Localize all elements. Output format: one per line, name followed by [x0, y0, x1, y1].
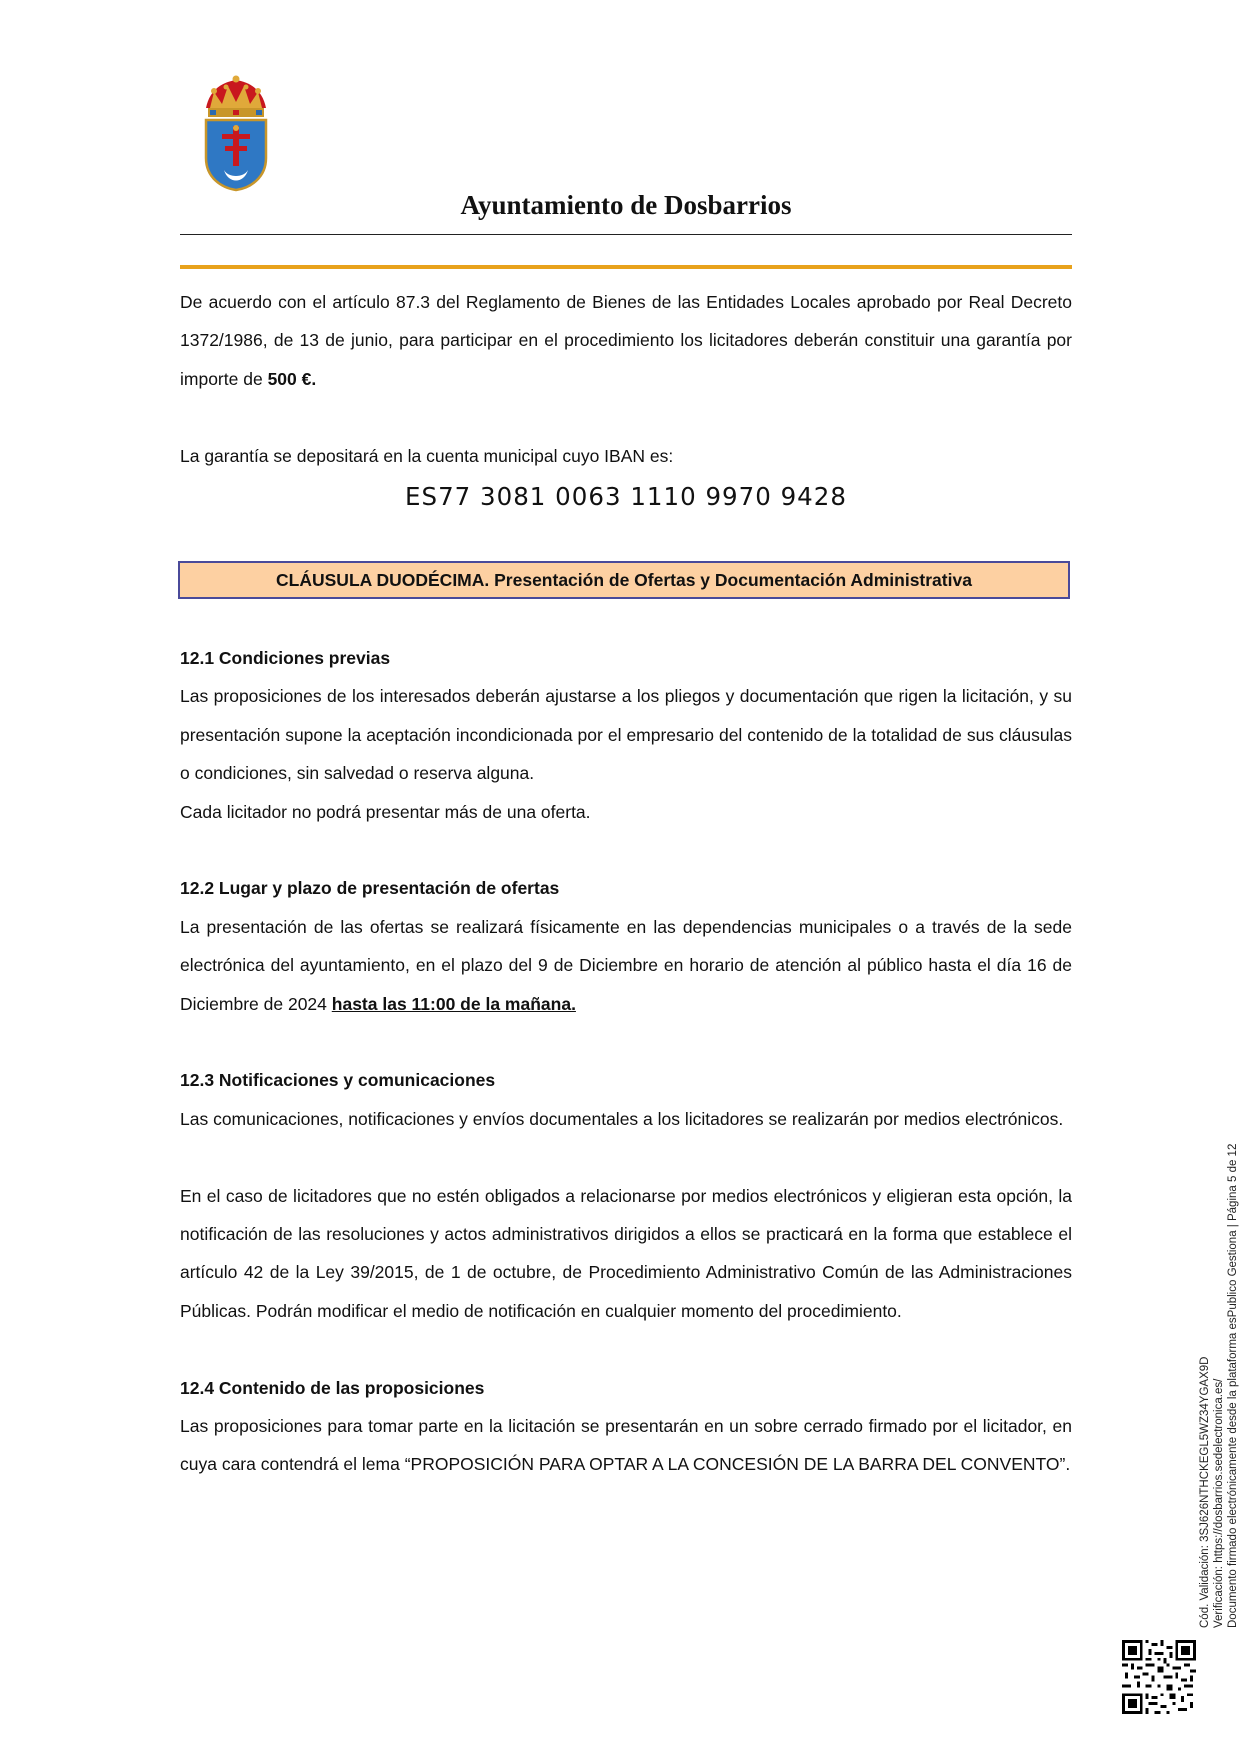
header-divider — [180, 234, 1072, 235]
guarantee-amount: 500 €. — [267, 368, 317, 389]
signature-validation-text — [1198, 1144, 1240, 1628]
header-accent-divider — [180, 265, 1072, 269]
section-heading-12-4: 12.4 Contenido de las proposiciones — [180, 1377, 485, 1398]
section-12-1-paragraph: Las proposiciones de los interesados deberán ajustarse a los pliegos y documentación que rigen la licitación, y su presentación supone la aceptación incondicionada por el empresario del contenido de la totalidad de sus cláusulas o condiciones, sin salvedad o reserva alguna. — [180, 686, 1072, 784]
coat-of-arms-logo — [200, 74, 272, 192]
guarantee-paragraph — [180, 283, 1072, 398]
clause-title: CLÁUSULA DUODÉCIMA. Presentación de Ofertas y Documentación Administrativa — [276, 570, 972, 591]
signature-platform-note: Documento firmado electrónicamente desde la plataforma esPublico Gestiona | Página 5 de 12 — [1227, 1143, 1239, 1628]
deposit-paragraph: La garantía se depositará en la cuenta municipal cuyo IBAN es: — [180, 445, 674, 466]
validation-code: Cód. Validación: 3SJ626NTHCKEGL5WZ34YGAX9D — [1199, 1356, 1211, 1628]
section-heading-12-2: 12.2 Lugar y plazo de presentación de ofertas — [180, 878, 560, 899]
section-heading-12-1: 12.1 Condiciones previas — [180, 648, 391, 669]
section-12-2-text: La presentación de las ofertas se realizará físicamente en las dependencias municipales o a través de la sede electrónica del ayuntamiento, en el plazo del 9 de Diciembre en horario de atención al público hasta el día 16 de Diciembre de 2024 — [180, 916, 1072, 1014]
section-12-4-paragraph: Las proposiciones para tomar parte en la licitación se presentarán en un sobre cerrado firmado por el licitador, en cuya cara contendrá el lema “PROPOSICIÓN PARA OPTAR A LA CONCESIÓN DE LA BARRA DEL CONVENTO”. — [180, 1416, 1072, 1475]
document-body — [180, 283, 1072, 1484]
iban-number: ES77 3081 0063 1110 9970 9428 — [405, 482, 847, 512]
clause-title-box — [178, 561, 1070, 599]
section-12-3-paragraph-2: En el caso de licitadores que no estén obligados a relacionarse por medios electrónicos y eligieran esta opción, la notificación de las resoluciones y actos administrativos dirigidos a ellos se practicará en la forma que establece el artículo 42 de la Ley 39/2015, de 1 de octubre, de Procedimiento Administrativo Común de las Administraciones Públicas. Podrán modificar el medio de notificación en cualquier momento del procedimiento. — [180, 1185, 1072, 1321]
deadline-text: hasta las 11:00 de la mañana. — [331, 993, 576, 1014]
section-12-2-paragraph — [180, 908, 1072, 1023]
section-12-3-paragraph: Las comunicaciones, notificaciones y envíos documentales a los licitadores se realizarán por medios electrónicos. — [180, 1108, 1064, 1129]
organization-title: Ayuntamiento de Dosbarrios — [460, 190, 792, 220]
qr-code[interactable] — [1122, 1640, 1196, 1714]
section-12-1-paragraph-2: Cada licitador no podrá presentar más de una oferta. — [180, 801, 591, 822]
guarantee-text: De acuerdo con el artículo 87.3 del Reglamento de Bienes de las Entidades Locales aprobado por Real Decreto 1372/1986, de 13 de junio, para participar en el procedimiento los licitadores deberán constituir una garantía por importe de — [180, 292, 1072, 389]
section-heading-12-3: 12.3 Notificaciones y comunicaciones — [180, 1070, 496, 1091]
verification-url: Verificación: https://dosbarrios.sedelectronica.es/ — [1213, 1378, 1225, 1628]
